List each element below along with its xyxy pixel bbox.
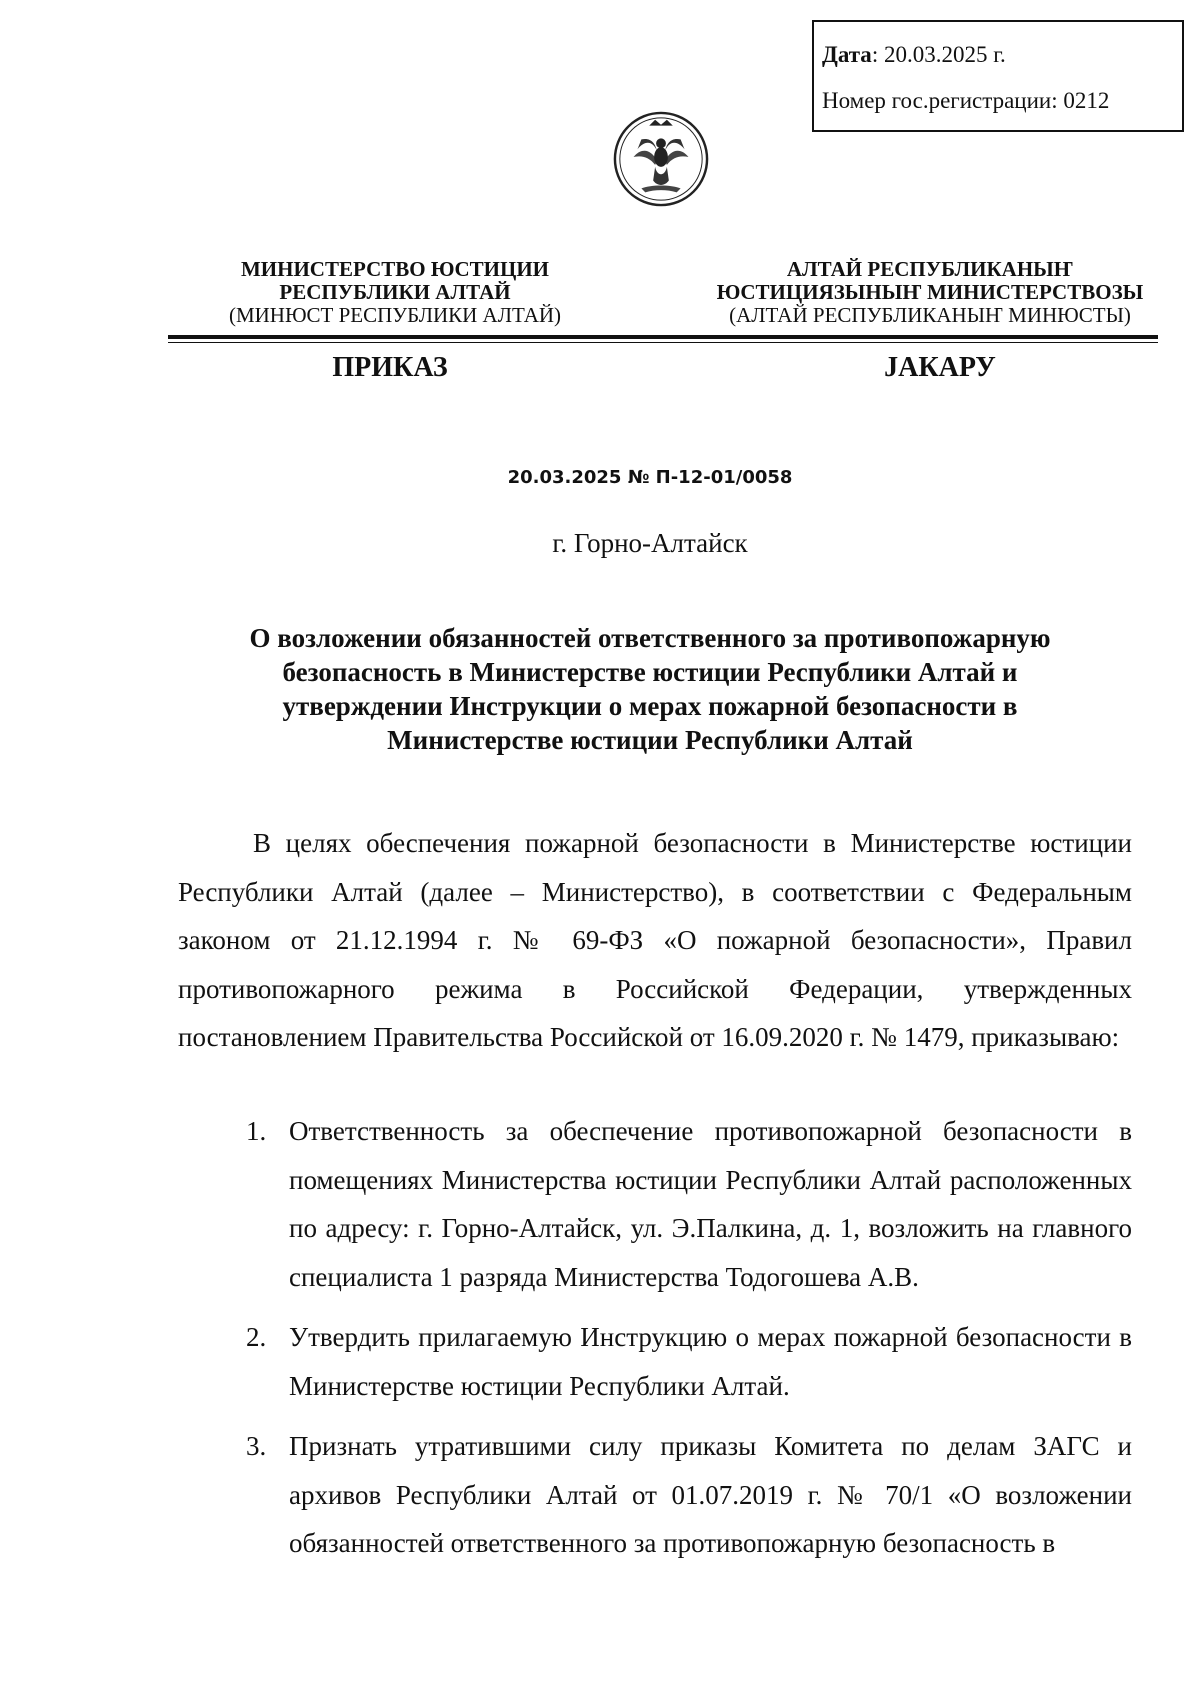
ministry-name-altai-line2: ЮСТИЦИЯЗЫНЫҤ МИНИСТЕРСТВОЗЫ bbox=[716, 280, 1144, 304]
document-title bbox=[200, 621, 1100, 757]
title-line: безопасность в Министерстве юстиции Республики Алтай и bbox=[282, 657, 1018, 687]
order-word-russian: ПРИКАЗ bbox=[332, 352, 448, 383]
number-label: Номер гос.регистрации bbox=[822, 88, 1052, 113]
header-divider-thin bbox=[168, 342, 1158, 343]
list-item bbox=[246, 1422, 1132, 1568]
ministry-header-russian bbox=[190, 258, 600, 327]
number-value: : 0212 bbox=[1051, 88, 1110, 113]
altai-republic-emblem-icon bbox=[612, 110, 710, 208]
preamble-paragraph: В целях обеспечения пожарной безопасности в Министерстве юстиции Республики Алтай (далее – Министерство), в соответствии с Федеральным законом от 21.12.1994 г. № 69-ФЗ «О пожарной безопасности», Правил противопожарного режима в Российской Федерации, утвержденных постановлением Правительства Российской от 16.09.2020 г. № 1479, приказываю: bbox=[178, 828, 1132, 1052]
registration-date bbox=[822, 42, 1006, 68]
item-text: Признать утратившими силу приказы Комитета по делам ЗАГС и архивов Республики Алтай от 01.07.2019 г. № 70/1 «О возложении обязанностей ответственного за противопожарную безопасность в bbox=[289, 1431, 1132, 1558]
item-number: 2. bbox=[246, 1322, 267, 1352]
order-word-altai: ЈАКАРУ bbox=[884, 352, 996, 383]
item-text: Ответственность за обеспечение противопожарной безопасности в помещениях Министерства юстиции Республики Алтай расположенных по адресу: г. Горно-Алтайск, ул. Э.Палкина, д. 1, возложить на главного специалиста 1 разряда Министерства Тодогошева А.В. bbox=[289, 1116, 1132, 1292]
list-item bbox=[246, 1313, 1132, 1410]
header-divider-thick bbox=[168, 335, 1158, 339]
list-item bbox=[246, 1107, 1132, 1301]
title-line: утверждении Инструкции о мерах пожарной безопасности в bbox=[282, 691, 1018, 721]
ministry-name-altai-line1: АЛТАЙ РЕСПУБЛИКАНЫҤ bbox=[786, 257, 1074, 281]
ministry-short-name-altai: (АЛТАЙ РЕСПУБЛИКАНЫҤ МИНЮСТЫ) bbox=[729, 303, 1131, 327]
ministry-name-line1: МИНИСТЕРСТВО ЮСТИЦИИ bbox=[240, 257, 549, 281]
ministry-header-altai bbox=[700, 258, 1160, 327]
ministry-name-line2: РЕСПУБЛИКИ АЛТАЙ bbox=[279, 280, 511, 304]
registration-number bbox=[822, 88, 1109, 114]
title-line: Министерстве юстиции Республики Алтай bbox=[387, 725, 913, 755]
date-label: Дата bbox=[822, 42, 872, 67]
date-value: : 20.03.2025 г. bbox=[871, 42, 1006, 67]
item-text: Утвердить прилагаемую Инструкцию о мерах пожарной безопасности в Министерстве юстиции Республики Алтай. bbox=[289, 1322, 1132, 1401]
item-number: 1. bbox=[246, 1116, 267, 1146]
order-number: 20.03.2025 № П-12-01/0058 bbox=[507, 467, 793, 488]
order-city: г. Горно-Алтайск bbox=[552, 528, 748, 558]
registration-stamp bbox=[812, 20, 1184, 132]
item-number: 3. bbox=[246, 1431, 267, 1461]
order-items-list bbox=[246, 1107, 1132, 1580]
ministry-short-name: (МИНЮСТ РЕСПУБЛИКИ АЛТАЙ) bbox=[228, 303, 562, 327]
title-line: О возложении обязанностей ответственного за противопожарную bbox=[249, 623, 1051, 653]
